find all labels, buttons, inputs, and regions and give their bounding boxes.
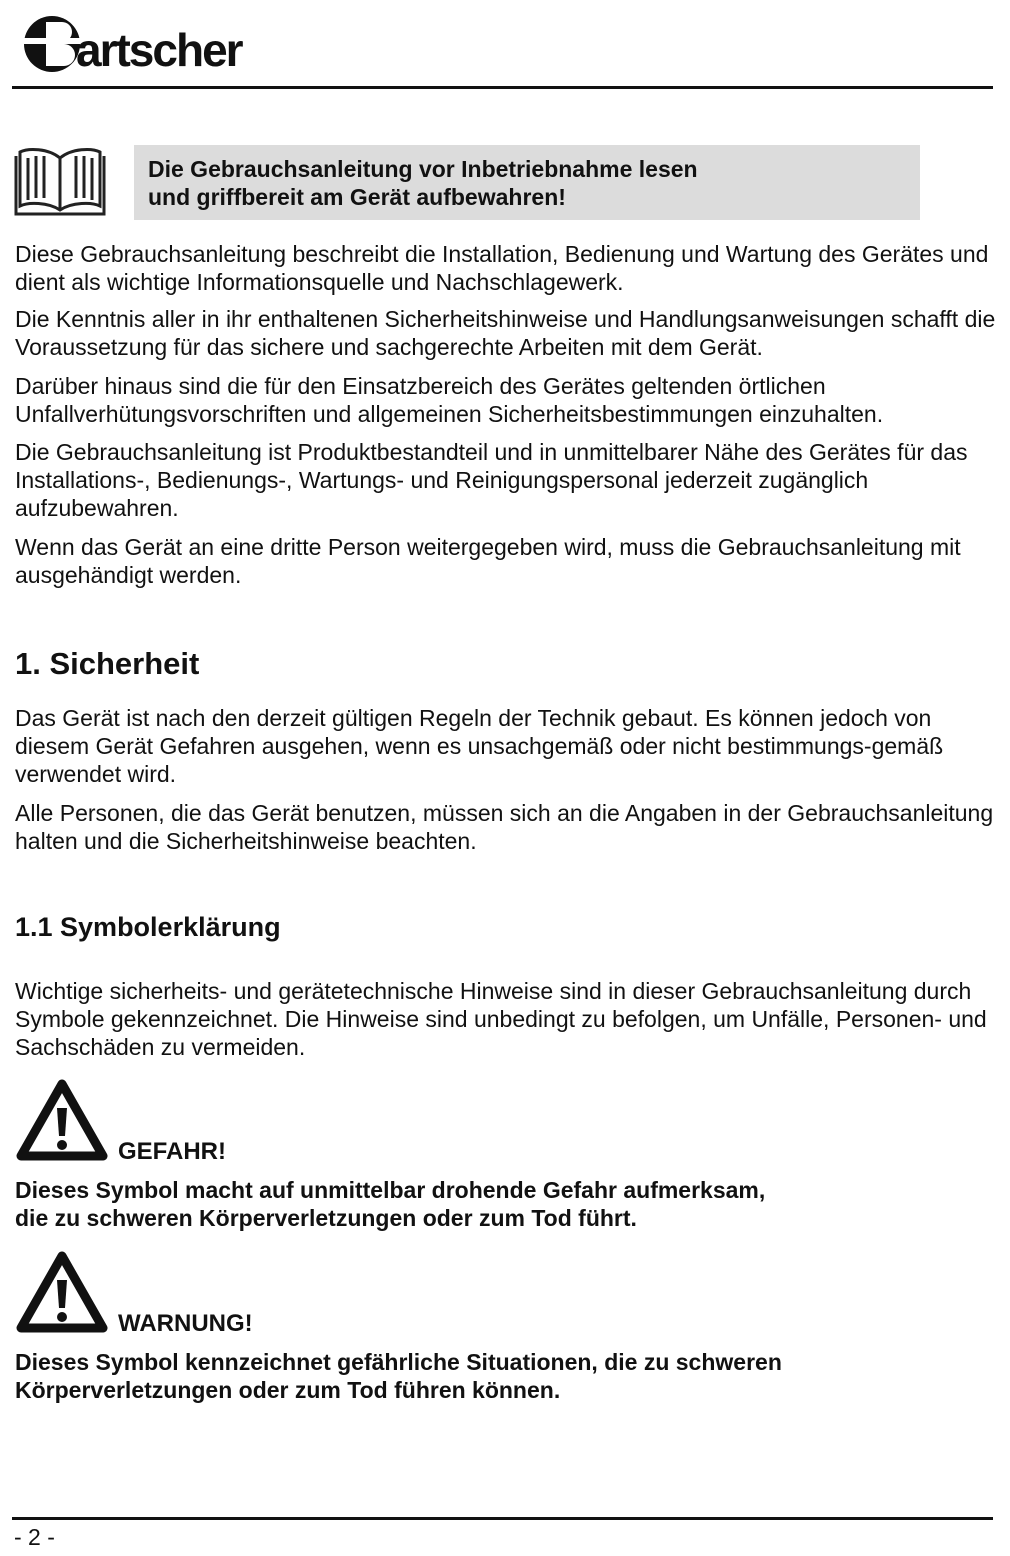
danger-description	[15, 1176, 1000, 1232]
header-rule	[12, 86, 993, 89]
section11-paragraph: Wichtige sicherheits- und gerätetechnische Hinweise sind in dieser Gebrauchsanleitung durch Symbole gekennzeichnet. Die Hinweise sind unbedingt zu befolgen, um Unfälle, Personen- und Sachschäden zu vermeiden.	[15, 978, 987, 1060]
section-title-symbolerklaerung: 1.1 Symbolerklärung	[15, 912, 281, 942]
read-manual-notice	[134, 145, 920, 220]
danger-line-1: Dieses Symbol macht auf unmittelbar drohende Gefahr aufmerksam,	[15, 1177, 766, 1203]
warning-line-1: Dieses Symbol kennzeichnet gefährliche Situationen, die zu schweren	[15, 1349, 782, 1375]
intro-paragraph-3: Darüber hinaus sind die für den Einsatzbereich des Gerätes geltenden örtlichen Unfallverhütungsvorschriften und allgemeinen Sicherheitsbestimmungen einzuhalten.	[15, 373, 884, 427]
warning-line-2: Körperverletzungen oder zum Tod führen können.	[15, 1377, 561, 1403]
book-icon	[14, 144, 106, 218]
intro-paragraph-5: Wenn das Gerät an eine dritte Person weitergegeben wird, muss die Gebrauchsanleitung mit ausgehändigt werden.	[15, 534, 961, 588]
warning-label: WARNUNG!	[118, 1310, 253, 1337]
brand-logo	[16, 8, 256, 80]
section-title-sicherheit: 1. Sicherheit	[15, 646, 200, 681]
brand-name: artscher	[76, 24, 242, 76]
footer-rule	[12, 1517, 993, 1520]
danger-label: GEFAHR!	[118, 1138, 226, 1165]
notice-line-1: Die Gebrauchsanleitung vor Inbetriebnahme lesen	[148, 156, 698, 182]
page-number: - 2 -	[14, 1524, 55, 1550]
danger-warning-triangle-icon	[15, 1078, 109, 1162]
intro-paragraph-2: Die Kenntnis aller in ihr enthaltenen Sicherheitshinweise und Handlungsanweisungen schafft die Voraussetzung für das sichere und sachgerechte Arbeiten mit dem Gerät.	[15, 306, 996, 360]
section1-paragraph-1: Das Gerät ist nach den derzeit gültigen Regeln der Technik gebaut. Es können jedoch von diesem Gerät Gefahren ausgehen, wenn es unsachgemäß oder nicht bestimmungs-gemäß verwendet wird.	[15, 705, 944, 787]
danger-line-2: die zu schweren Körperverletzungen oder zum Tod führt.	[15, 1205, 637, 1231]
warning-description	[15, 1348, 1000, 1404]
notice-line-2: und griffbereit am Gerät aufbewahren!	[148, 184, 566, 210]
section1-paragraph-2: Alle Personen, die das Gerät benutzen, müssen sich an die Angaben in der Gebrauchsanleitung halten und die Sicherheitshinweise beachten.	[15, 800, 994, 854]
intro-paragraph-1: Diese Gebrauchsanleitung beschreibt die Installation, Bedienung und Wartung des Gerätes und dient als wichtige Informationsquelle und Nachschlagewerk.	[15, 241, 989, 295]
intro-paragraph-4: Die Gebrauchsanleitung ist Produktbestandteil und in unmittelbarer Nähe des Gerätes für das Installations-, Bedienungs-, Wartungs- und Reinigungspersonal jederzeit zugänglich aufzubewahren.	[15, 439, 968, 521]
warning-triangle-icon	[15, 1250, 109, 1334]
